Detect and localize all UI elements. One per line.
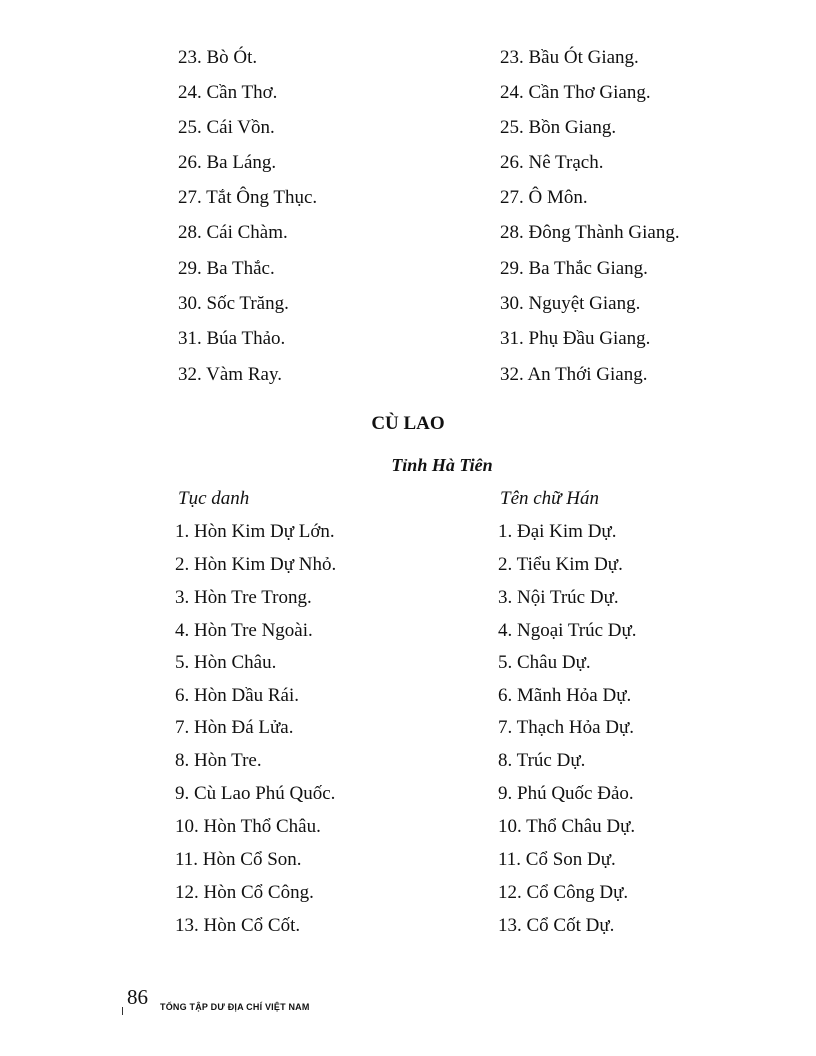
list-item: 8. Hòn Tre. (175, 750, 262, 771)
list-item: 13. Hòn Cổ Cốt. (175, 915, 301, 936)
list-item: 28. Đông Thành Giang. (500, 222, 680, 243)
list-item: 13. Cổ Cốt Dự. (498, 915, 615, 936)
list-item: 2. Hòn Kim Dự Nhỏ. (175, 554, 337, 575)
list-item: 24. Cần Thơ. (178, 82, 278, 103)
section-title: CÙ LAO (371, 413, 445, 434)
list-item: 7. Hòn Đá Lửa. (175, 717, 294, 738)
list-item: 26. Ba Láng. (178, 152, 277, 173)
list-item: 26. Nê Trạch. (500, 152, 604, 173)
list-item: 23. Bò Ót. (178, 47, 258, 68)
list-item: 9. Phú Quốc Đảo. (498, 783, 634, 804)
list-item: 5. Châu Dự. (498, 652, 591, 673)
list-item: 30. Sốc Trăng. (178, 293, 289, 314)
list-item: 2. Tiểu Kim Dự. (498, 554, 623, 575)
list-item: 4. Ngoại Trúc Dự. (498, 620, 637, 641)
list-item: 25. Bồn Giang. (500, 117, 617, 138)
list-item: 9. Cù Lao Phú Quốc. (175, 783, 336, 804)
list-item: 7. Thạch Hỏa Dự. (498, 717, 635, 738)
list-item: 5. Hòn Châu. (175, 652, 277, 673)
list-item: 3. Hòn Tre Trong. (175, 587, 312, 608)
list-item: 32. Vàm Ray. (178, 364, 282, 385)
list-item: 23. Bầu Ót Giang. (500, 47, 639, 68)
list-item: 27. Ô Môn. (500, 187, 588, 208)
column-header-han-name: Tên chữ Hán (500, 488, 600, 509)
list-item: 8. Trúc Dự. (498, 750, 586, 771)
list-item: 27. Tắt Ông Thục. (178, 187, 318, 208)
list-item: 31. Búa Thảo. (178, 328, 286, 349)
list-item: 3. Nội Trúc Dự. (498, 587, 619, 608)
list-item: 6. Mãnh Hỏa Dự. (498, 685, 632, 706)
list-item: 31. Phụ Đầu Giang. (500, 328, 651, 349)
list-item: 12. Cổ Công Dự. (498, 882, 629, 903)
column-header-common-name: Tục danh (178, 488, 250, 509)
list-item: 30. Nguyệt Giang. (500, 293, 641, 314)
running-footer-title: TỔNG TẬP DƯ ĐỊA CHÍ VIỆT NAM (160, 1002, 310, 1012)
list-item: 29. Ba Thắc Giang. (500, 258, 648, 279)
list-item: 12. Hòn Cổ Công. (175, 882, 314, 903)
list-item: 29. Ba Thắc. (178, 258, 275, 279)
province-heading: Tỉnh Hà Tiên (391, 455, 493, 475)
list-item: 11. Hòn Cổ Son. (175, 849, 302, 870)
list-item: 25. Cái Vồn. (178, 117, 275, 138)
page-number: 86 (127, 985, 148, 1009)
list-item: 6. Hòn Dầu Rái. (175, 685, 300, 706)
list-item: 1. Đại Kim Dự. (498, 521, 617, 542)
footer-rule (122, 1007, 123, 1015)
list-item: 24. Cần Thơ Giang. (500, 82, 651, 103)
list-item: 4. Hòn Tre Ngoài. (175, 620, 313, 641)
list-item: 32. An Thới Giang. (500, 364, 648, 385)
list-item: 28. Cái Chàm. (178, 222, 288, 243)
list-item: 1. Hòn Kim Dự Lớn. (175, 521, 335, 542)
list-item: 10. Hòn Thổ Châu. (175, 816, 321, 837)
list-item: 11. Cổ Son Dự. (498, 849, 616, 870)
list-item: 10. Thổ Châu Dự. (498, 816, 636, 837)
